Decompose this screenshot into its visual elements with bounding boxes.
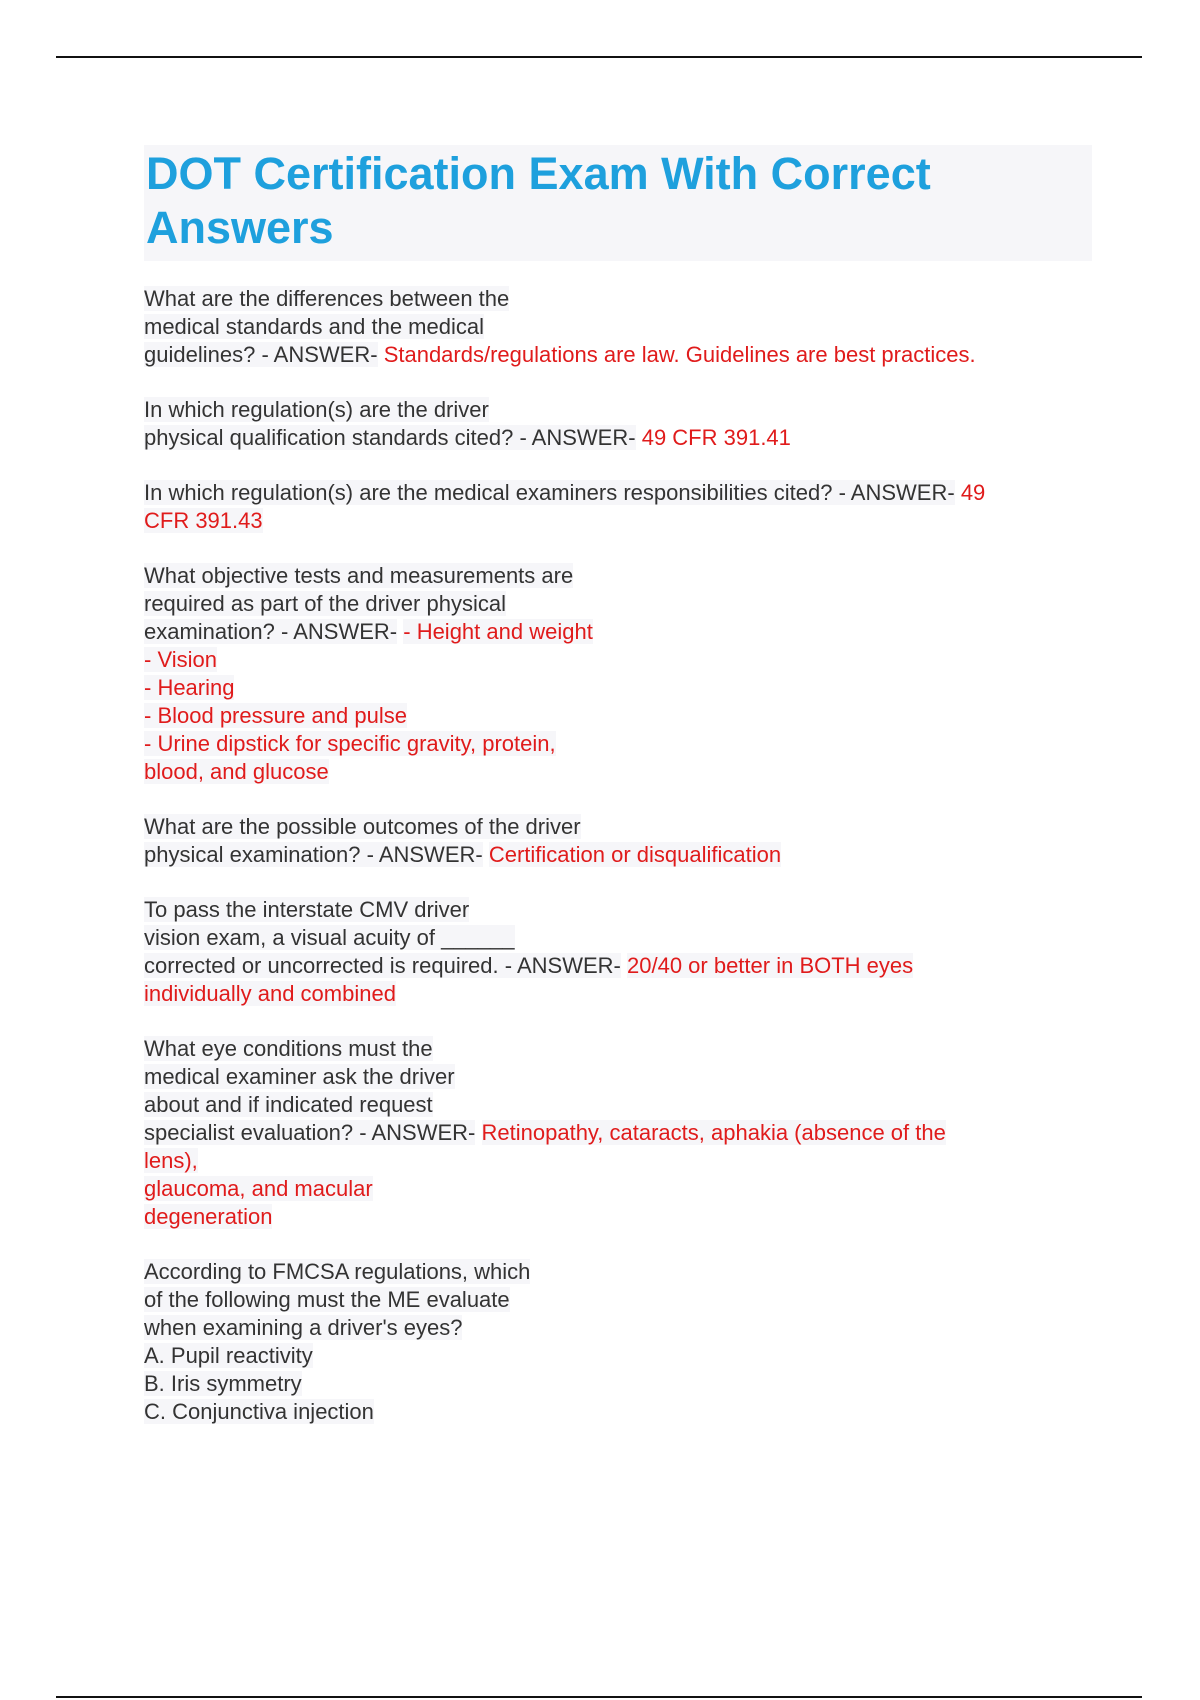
question-line: specialist evaluation? — [144, 1120, 354, 1145]
question-line: examination? — [144, 619, 275, 644]
answer-line: degeneration — [144, 1204, 273, 1229]
question-line: about and if indicated request — [144, 1092, 433, 1117]
answer-line: glaucoma, and macular — [144, 1176, 373, 1201]
answer-marker: - ANSWER- — [366, 842, 483, 867]
answer-marker: - ANSWER- — [359, 1120, 476, 1145]
qa-item — [144, 285, 1092, 369]
qa-item — [144, 1258, 1092, 1426]
question-line: What are the possible outcomes of the driver — [144, 814, 581, 839]
question-line: required as part of the driver physical — [144, 591, 506, 616]
answer-line: individually and combined — [144, 981, 396, 1006]
qa-item — [144, 1035, 1092, 1231]
question-line: What objective tests and measurements are — [144, 563, 574, 588]
option-line: A. Pupil reactivity — [144, 1343, 313, 1368]
answer-text: - Height and weight — [403, 619, 593, 644]
answer-marker: - ANSWER- — [504, 953, 621, 978]
answer-line: - Vision — [144, 647, 217, 672]
option-line: B. Iris symmetry — [144, 1371, 302, 1396]
answer-marker: - ANSWER- — [281, 619, 398, 644]
question-line: In which regulation(s) are the driver — [144, 397, 489, 422]
question-line: of the following must the ME evaluate — [144, 1287, 510, 1312]
title-block — [144, 145, 1092, 261]
document-title: DOT Certification Exam With Correct Answers — [146, 148, 931, 253]
question-line: medical standards and the medical — [144, 314, 484, 339]
answer-line: - Urine dipstick for specific gravity, protein, — [144, 731, 556, 756]
answer-line: - Blood pressure and pulse — [144, 703, 407, 728]
qa-item — [144, 562, 1092, 786]
answer-line: lens), — [144, 1148, 198, 1173]
question-line: In which regulation(s) are the medical examiners responsibilities cited? — [144, 480, 833, 505]
qa-item — [144, 813, 1092, 869]
question-line: To pass the interstate CMV driver — [144, 897, 470, 922]
question-line: corrected or uncorrected is required. — [144, 953, 499, 978]
answer-line: blood, and glucose — [144, 759, 329, 784]
document-body — [144, 145, 1092, 1453]
question-line: What eye conditions must the — [144, 1036, 433, 1061]
answer-marker: - ANSWER- — [838, 480, 955, 505]
question-line: physical qualification standards cited? — [144, 425, 514, 450]
answer-text: 49 CFR 391.41 — [641, 425, 791, 450]
qa-item — [144, 896, 1092, 1008]
answer-marker: - ANSWER- — [261, 342, 378, 367]
answer-line: CFR 391.43 — [144, 508, 263, 533]
answer-line: - Hearing — [144, 675, 235, 700]
question-line: According to FMCSA regulations, which — [144, 1259, 531, 1284]
top-rule — [56, 56, 1142, 58]
qa-item — [144, 396, 1092, 452]
question-line: medical examiner ask the driver — [144, 1064, 455, 1089]
question-line: guidelines? — [144, 342, 256, 367]
answer-text: Standards/regulations are law. Guidelines are best practices. — [383, 342, 976, 367]
answer-text: 49 — [960, 480, 986, 505]
question-line: when examining a driver's eyes? — [144, 1315, 463, 1340]
option-line: C. Conjunctiva injection — [144, 1399, 374, 1424]
bottom-rule — [56, 1696, 1142, 1698]
question-line: physical examination? — [144, 842, 361, 867]
answer-text: 20/40 or better in BOTH eyes — [627, 953, 914, 978]
answer-text: Retinopathy, cataracts, aphakia (absence of the — [481, 1120, 946, 1145]
answer-marker: - ANSWER- — [519, 425, 636, 450]
qa-item — [144, 479, 1092, 535]
question-line: vision exam, a visual acuity of ______ — [144, 925, 515, 950]
answer-text: Certification or disqualification — [488, 842, 782, 867]
question-line: What are the differences between the — [144, 286, 510, 311]
